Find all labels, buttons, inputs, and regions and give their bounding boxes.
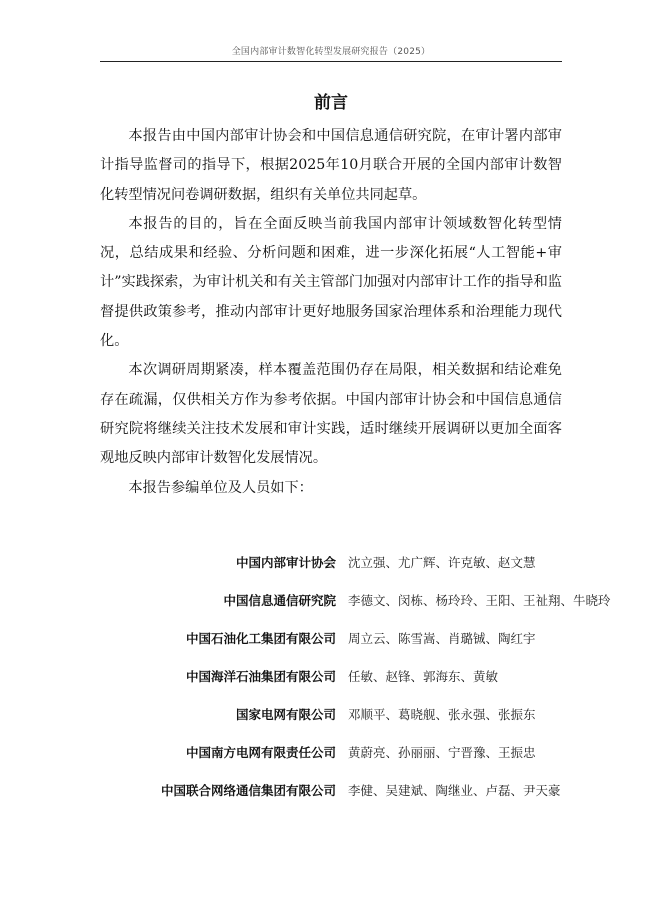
running-header: 全国内部审计数智化转型发展研究报告（2025）	[231, 47, 431, 57]
contributor-row	[0, 743, 662, 765]
preface-body	[100, 122, 562, 503]
contributor-row	[0, 629, 662, 651]
contributor-org: 中国南方电网有限责任公司	[185, 745, 336, 760]
contributor-people: 沈立强、尤广辉、许克敏、赵文慧	[348, 555, 536, 570]
contributor-org: 中国内部审计协会	[235, 555, 336, 570]
paragraph-4: 本报告参编单位及人员如下：	[128, 479, 313, 496]
page-title: 前言	[314, 93, 348, 113]
contributor-people: 李健、吴建斌、陶继业、卢磊、尹天豪	[348, 783, 561, 798]
contributor-org: 中国联合网络通信集团有限公司	[160, 783, 336, 798]
contributor-org: 中国信息通信研究院	[223, 593, 336, 608]
contributor-org: 国家电网有限公司	[235, 707, 336, 722]
contributor-people: 周立云、陈雪嵩、肖璐铖、陶红宇	[348, 631, 536, 646]
contributor-people: 邓顺平、葛晓舰、张永强、张振东	[348, 707, 536, 722]
contributor-people: 李德文、闵栋、杨玲玲、王阳、王祉翔、牛晓玲	[348, 593, 611, 608]
contributor-row	[0, 591, 662, 613]
contributor-org: 中国石油化工集团有限公司	[185, 631, 336, 646]
contributor-row	[0, 553, 662, 575]
header-divider	[100, 61, 562, 62]
contributor-people: 任敏、赵锋、郭海东、黄敏	[348, 669, 499, 684]
paragraph-2: 本报告的目的，旨在全面反映当前我国内部审计领域数智化转型情况，总结成果和经验、分析问题和困难，进一步深化拓展“人工智能+审计”实践探索，为审计机关和有关主管部门加强对内部审计工作的指导和监督提供政策参考，推动内部审计更好地服务国家治理体系和治理能力现代化。	[100, 215, 562, 350]
contributor-row	[0, 667, 662, 689]
paragraph-3: 本次调研周期紧凑，样本覆盖范围仍存在局限，相关数据和结论难免存在疏漏，仅供相关方作为参考依据。中国内部审计协会和中国信息通信研究院将继续关注技术发展和审计实践，适时继续开展调研以更加全面客观地反映内部审计数智化发展情况。	[100, 362, 562, 467]
contributor-org: 中国海洋石油集团有限公司	[185, 669, 336, 684]
paragraph-1: 本报告由中国内部审计协会和中国信息通信研究院，在审计署内部审计指导监督司的指导下，根据2025年10月联合开展的全国内部审计数智化转型情况问卷调研数据，组织有关单位共同起草。	[100, 128, 562, 203]
contributor-row	[0, 705, 662, 727]
contributor-row	[0, 781, 662, 803]
contributor-people: 黄蔚亮、孙丽丽、宁晋豫、王振忠	[348, 745, 536, 760]
